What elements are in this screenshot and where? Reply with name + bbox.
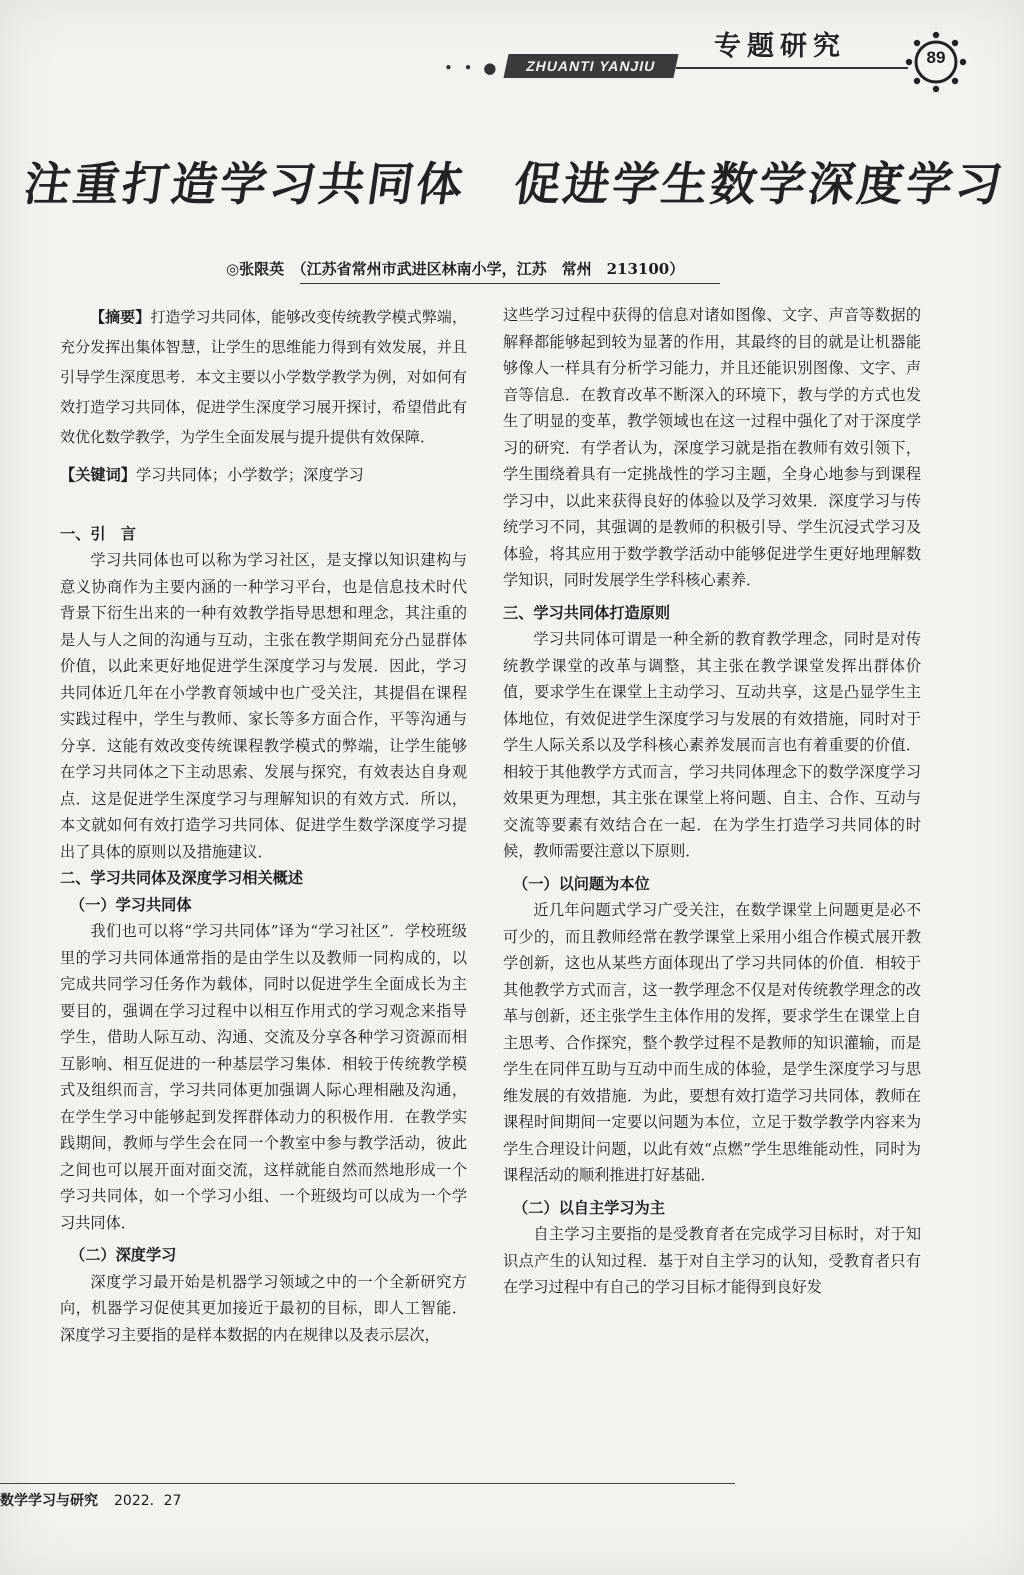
right-column bbox=[503, 302, 921, 1301]
page-number: 89 bbox=[926, 48, 946, 67]
section-pinyin: ZHUANTI YANJIU bbox=[524, 58, 658, 74]
section-heading-principles: 三、学习共同体打造原则 bbox=[503, 603, 671, 622]
header-dots: • • ● bbox=[444, 59, 500, 77]
journal-name: 数学学习与研究 bbox=[0, 1493, 98, 1509]
paragraph: 深度学习最开始是机器学习领域之中的一个全新研究方向，机器学习促使其更加接近于最初的目标，即人工智能．深度学习主要指的是样本数据的内在规律以及表示层次， bbox=[60, 1272, 467, 1344]
section-heading-overview: 二、学习共同体及深度学习相关概述 bbox=[60, 869, 303, 887]
keywords-label: 【关键词】 bbox=[60, 466, 136, 484]
footer-rule bbox=[0, 1483, 735, 1484]
paragraph: 学习共同体可谓是一种全新的教育教学理念，同时是对传统教学课堂的改革与调整，其主张在教学课堂发挥出群体价值，要求学生在课堂上主动学习、互动共享，这是凸显学生主体地位，有效促进学生深度学习与发展的有效措施，同时对于学生人际关系以及学科核心素养发展而言也有着重要的价值．相较于其他教学方式而言，学习共同体理念下的数学深度学习效果更为理想，其主张在课堂上将问题、自主、合作、互动与交流等要素有效结合在一起．在为学生打造学习共同体的时候，教师需要注意以下原则． bbox=[503, 630, 921, 860]
subsection-heading: （二）以自主学习为主 bbox=[513, 1198, 665, 1217]
section-heading-intro: 一、引 言 bbox=[60, 524, 136, 543]
subsection-heading: （一）以问题为本位 bbox=[513, 874, 650, 893]
paragraph: 这些学习过程中获得的信息对诸如图像、文字、声音等数据的解释都能够起到较为显著的作用，其最终的目的就是让机器能够像人一样具有分析学习能力，并且还能识别图像、文字、声音等信息．在教育改革不断深入的环境下，教与学的方式也发生了明显的变革，教学领域也在这一过程中强化了对于深度学习的研究．有学者认为，深度学习就是指在教师有效引领下，学生围绕着具有一定挑战性的学习主题，全身心地参与到课程学习中，以此来获得良好的体验以及学习效果．深度学习与传统学习不同，其强调的是教师的积极引导、学生沉浸式学习及体验，将其应用于数学教学活动中能够促进学生更好地理解数学知识，同时发展学生学科核心素养． bbox=[503, 306, 921, 589]
author-affiliation: ◎张限英 （江苏省常州市武进区林南小学，江苏 常州 213100） bbox=[226, 260, 685, 278]
author-rule bbox=[300, 283, 720, 284]
subsection-heading: （二）深度学习 bbox=[70, 1246, 177, 1264]
abstract bbox=[60, 302, 467, 452]
journal-volume: 2022．27 bbox=[114, 1493, 182, 1509]
paragraph: 自主学习主要指的是受教育者在完成学习目标时，对于知识点产生的认知过程．基于对自主学习的认知，受教育者只有在学习过程中有自己的学习目标才能得到良好发 bbox=[503, 1225, 921, 1296]
subsection-heading: （一）学习共同体 bbox=[70, 895, 192, 914]
header-rule bbox=[676, 67, 908, 69]
left-column bbox=[60, 302, 467, 1348]
article-title: 注重打造学习共同体 促进学生数学深度学习 bbox=[20, 157, 1009, 211]
footer bbox=[0, 1490, 181, 1510]
keywords bbox=[60, 462, 467, 489]
keywords-text: 学习共同体；小学数学；深度学习 bbox=[135, 466, 364, 484]
section-pinyin-band bbox=[503, 54, 678, 78]
paragraph: 近几年问题式学习广受关注，在数学课堂上问题更是必不可少的，而且教师经常在教学课堂上采用小组合作模式展开教学创新，这也从某些方面体现出了学习共同体的价值．相较于其他教学方式而言，这一教学理念不仅是对传统教学理念的改革与创新，还主张学生主体作用的发挥，要求学生在课堂上自主思考、合作探究，整个教学过程不是教师的知识灌输，而是学生在同伴互助与互动中而生成的体验，是学生深度学习与思维发展的有效措施．为此，要想有效打造学习共同体，教师在课程时间期间一定要以问题为本位，立足于数学教学内容来为学生合理设计问题，以此有效“点燃”学生思维能动性，同时为课程活动的顺利推进打好基础． bbox=[503, 901, 921, 1184]
paragraph: 我们也可以将“学习共同体”译为“学习社区”．学校班级里的学习共同体通常指的是由学生以及教师一同构成的，以完成共同学习任务作为载体，同时以促进学生全面成长为主要目的，强调在学习过程中以相互作用式的学习观念来指导学生，借助人际互动、沟通、交流及分享各种学习资源而相互影响、相互促进的一种基层学习集体．相较于传统教学模式及组织而言，学习共同体更加强调人际心理相融及沟通，在学生学习中能够起到发挥群体动力的积极作用．在教学实践期间，教师与学生会在同一个教室中参与教学活动，彼此之间也可以展开面对面交流，这样就能自然而然地形成一个学习共同体，如一个学习小组、一个班级均可以成为一个学习共同体． bbox=[60, 922, 467, 1232]
abstract-text: 打造学习共同体，能够改变传统教学模式弊端，充分发挥出集体智慧，让学生的思维能力得到有效发展，并且引导学生深度思考．本文主要以小学数学教学为例，对如何有效打造学习共同体，促进学生深度学习展开探讨，希望借此有效优化数学教学，为学生全面发展与提升提供有效保障． bbox=[60, 308, 467, 446]
section-title: 专题研究 bbox=[714, 31, 846, 62]
paragraph: 学习共同体也可以称为学习社区，是支撑以知识建构与意义协商作为主要内涵的一种学习平台，也是信息技术时代背景下衍生出来的一种有效教学指导思想和理念，其注重的是人与人之间的沟通与互动，主张在教学期间充分凸显群体价值，以此来更好地促进学生深度学习与发展．因此，学习共同体近几年在小学教育领域中也广受关注，其提倡在课程实践过程中，学生与教师、家长等多方面合作，平等沟通与分享．这能有效改变传统课程教学模式的弊端，让学生能够在学习共同体之下主动思索、发展与探究，有效表达自身观点．这是促进学生深度学习与理解知识的有效方式．所以，本文就如何有效打造学习共同体、促进学生数学深度学习提出了具体的原则以及措施建议． bbox=[60, 551, 467, 861]
abstract-label: 【摘要】 bbox=[90, 308, 151, 326]
